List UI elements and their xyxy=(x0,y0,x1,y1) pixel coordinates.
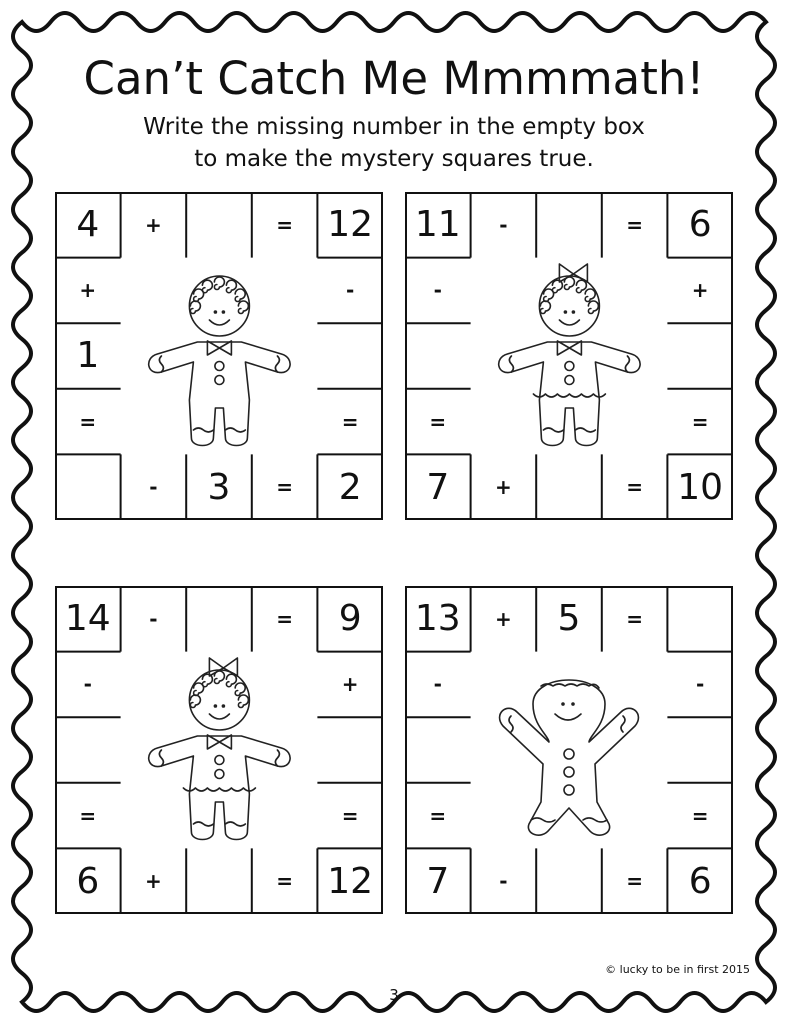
gingerbread-man-waving-icon xyxy=(471,652,668,849)
operator-cell: = xyxy=(691,803,709,828)
number-cell: 10 xyxy=(677,466,724,508)
number-cell: 3 xyxy=(207,466,231,508)
instructions-line-2: to make the mystery squares true. xyxy=(194,146,594,172)
operator-cell: + xyxy=(495,606,512,631)
instructions-line-1: Write the missing number in the empty box xyxy=(143,114,645,140)
mystery-square-3 xyxy=(55,586,383,914)
operator-cell: = xyxy=(276,606,293,631)
empty-answer-box[interactable] xyxy=(317,323,383,389)
number-cell: 1 xyxy=(76,335,100,377)
operator-cell: = xyxy=(626,475,643,500)
operator-cell: = xyxy=(276,475,293,500)
number-cell: 5 xyxy=(557,598,581,640)
operator-cell: - xyxy=(433,278,442,303)
page-title: Can’t Catch Me Mmmmath! xyxy=(83,52,705,105)
operator-cell: + xyxy=(79,278,97,303)
gingerbread-boy-icon xyxy=(121,258,318,455)
number-cell: 11 xyxy=(414,204,461,246)
operator-cell: - xyxy=(149,606,158,631)
number-cell: 7 xyxy=(426,466,450,508)
operator-cell: - xyxy=(499,212,508,237)
operator-cell: = xyxy=(79,803,97,828)
number-cell: 2 xyxy=(338,466,362,508)
mystery-square-2 xyxy=(405,192,733,520)
operator-cell: + xyxy=(145,869,162,894)
empty-answer-box[interactable] xyxy=(536,454,602,520)
operator-cell: - xyxy=(83,672,92,697)
number-cell: 12 xyxy=(327,860,374,902)
operator-cell: = xyxy=(626,869,643,894)
operator-cell: - xyxy=(149,475,158,500)
empty-answer-box[interactable] xyxy=(405,323,471,389)
operator-cell: + xyxy=(495,475,512,500)
number-cell: 9 xyxy=(338,598,362,640)
number-cell: 6 xyxy=(76,860,100,902)
number-cell: 4 xyxy=(76,204,100,246)
empty-answer-box[interactable] xyxy=(317,717,383,783)
operator-cell: = xyxy=(341,803,359,828)
operator-cell: = xyxy=(691,409,709,434)
operator-cell: = xyxy=(276,869,293,894)
operator-cell: = xyxy=(429,803,447,828)
mystery-square-1 xyxy=(55,192,383,520)
operator-cell: + xyxy=(691,278,709,303)
operator-cell: = xyxy=(341,409,359,434)
gingerbread-girl-bow-icon xyxy=(471,258,668,455)
operator-cell: = xyxy=(626,606,643,631)
empty-answer-box[interactable] xyxy=(186,848,252,914)
operator-cell: - xyxy=(696,672,705,697)
empty-answer-box[interactable] xyxy=(55,454,121,520)
operator-cell: + xyxy=(341,672,359,697)
empty-answer-box[interactable] xyxy=(667,717,733,783)
operator-cell: - xyxy=(433,672,442,697)
number-cell: 7 xyxy=(426,860,450,902)
operator-cell: = xyxy=(429,409,447,434)
page-number: 3 xyxy=(389,986,399,1004)
mystery-square-4 xyxy=(405,586,733,914)
operator-cell: = xyxy=(626,212,643,237)
empty-answer-box[interactable] xyxy=(186,192,252,258)
operator-cell: - xyxy=(346,278,355,303)
operator-cell: = xyxy=(276,212,293,237)
empty-answer-box[interactable] xyxy=(536,848,602,914)
empty-answer-box[interactable] xyxy=(405,717,471,783)
number-cell: 6 xyxy=(688,204,712,246)
operator-cell: - xyxy=(499,869,508,894)
empty-answer-box[interactable] xyxy=(667,323,733,389)
empty-answer-box[interactable] xyxy=(186,586,252,652)
empty-answer-box[interactable] xyxy=(667,586,733,652)
number-cell: 13 xyxy=(414,598,461,640)
gingerbread-girl-dress-icon xyxy=(121,652,318,849)
empty-answer-box[interactable] xyxy=(536,192,602,258)
empty-answer-box[interactable] xyxy=(55,717,121,783)
operator-cell: + xyxy=(145,212,162,237)
operator-cell: = xyxy=(79,409,97,434)
number-cell: 12 xyxy=(327,204,374,246)
copyright-text: © lucky to be in first 2015 xyxy=(605,963,750,976)
number-cell: 14 xyxy=(64,598,111,640)
number-cell: 6 xyxy=(688,860,712,902)
